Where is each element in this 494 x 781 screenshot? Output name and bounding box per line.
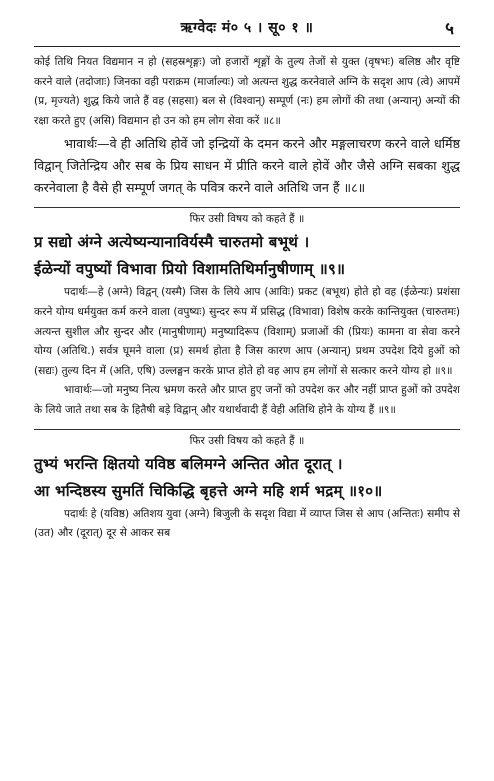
section-divider <box>34 429 460 430</box>
context-line-9: फिर उसी विषय को कहते हैं ॥ <box>189 213 305 226</box>
mantra-10-line-2: आ भन्दिष्ठस्य सुमतिं चिकिद्धि बृहत्ते अग्ने महि शर्म भद्रम् ॥१०॥ <box>34 481 383 500</box>
mantra-9-line-1: प्र सद्यो अंग्ने अत्येष्यन्यानाविर्यस्मै चारुतमो बभूथं । <box>34 233 310 252</box>
header-rule <box>34 46 460 47</box>
padartha-continued-8: कोई तिथि नियत विद्यमान न हो (सहस्रशृङ्गः) जो हजारों शृङ्गों के तुल्य तेजों से युक्त (वृषभः) बलिष्ठ और वृष्टि करने वाले (तदोजाः) जिनका वही पराक्रम (मार्जाल्यः) जो अत्यन्त शुद्ध करनेवाले अग्नि के सदृश आप (त्वे) आपमें (प्र, मृज्यते) शुद्ध किये जाते हैं वह (सहसा) बल से (विश्वान्) सम्पूर्ण (नः) हम लोगों की तथा (अन्यान्) अन्यों की रक्षा करते हुए (असि) विद्यमान हो उन को हम लोग सेवा करें ॥८॥ <box>34 56 460 127</box>
running-head: ऋग्वेदः मं० ५ । सू० १ ॥ <box>180 20 314 36</box>
mantra-10-line-1: तुभ्यं भरन्ति क्षितयो यविष्ठ बलिमग्ने अन्तित ओत दूरात् । <box>34 454 343 473</box>
bhavartha-9: भावार्थः—जो मनुष्य नित्य भ्रमण करते और प्राप्त हुए जनों को उपदेश कर और नहीं प्राप्त हुओं को उपदेश के लिये जाते तथा सब के हितैषी बड़े विद्वान् और यथार्थवादी हैं वेही अतिथि होने के योग्य हैं ॥९॥ <box>34 384 460 416</box>
section-divider <box>34 207 460 208</box>
mantra-9-line-2: ईळेन्यों वपुष्यों विभावा प्रियो विशामतिथिर्मानुषीणाम् ॥९॥ <box>34 260 346 279</box>
page-header <box>34 18 460 40</box>
page-number: ५ <box>445 19 454 39</box>
bhavartha-8: भावार्थः—वे ही अतिथि होवें जो इन्द्रियों के दमन करने और मङ्गलाचरण करने वाले धर्मिष्ठ विद्वान् जितेन्द्रिय और सब के प्रिय साधन में प्रीति करने वाले होवें और जैसे अग्नि सबका शुद्ध करनेवाला है वैसे ही सम्पूर्ण जगत् के पवित्र करने वाले अतिथि जन हैं ॥८॥ <box>34 136 460 196</box>
padartha-9: पदार्थः—हे (अग्ने) विद्वन् (यस्मै) जिस के लिये आप (आविः) प्रकट (बभूथ) होते हो वह (ईळेन्यः) प्रशंसा करने योग्य धर्मयुक्त कर्म करने वाला (वपुष्यः) सुन्दर रूप में प्रसिद्ध (विभावा) विशेष करके कान्तियुक्त (चारुतमः) अत्यन्त सुशील और सुन्दर और (मानुषीणाम्) मनुष्यादिरूप (विशाम्) प्रजाओं की (प्रियः) कामना वा सेवा करने योग्य (अतिथि.) सर्वत्र घूमने वाला (प्र) समर्थ होता है जिस कारण आप (अन्यान्) प्रथम उपदेश दिये हुओं को (सद्यः) तुल्य दिन में (अति, एषि) उल्लङ्घन करके प्राप्त होते हो वह आप हम लोगों से सत्कार करने योग्य हो ॥९॥ <box>34 286 460 377</box>
padartha-10: पदार्थः हे (यविष्ठ) अतिशय युवा (अग्ने) बिजुली के सदृश विद्या में व्याप्त जिस से आप (अन्तितः) समीप से (उत) और (दूरात्) दूर से आकर सब <box>34 507 460 540</box>
context-line-10: फिर उसी विषय को कहते हैं ॥ <box>189 434 305 447</box>
